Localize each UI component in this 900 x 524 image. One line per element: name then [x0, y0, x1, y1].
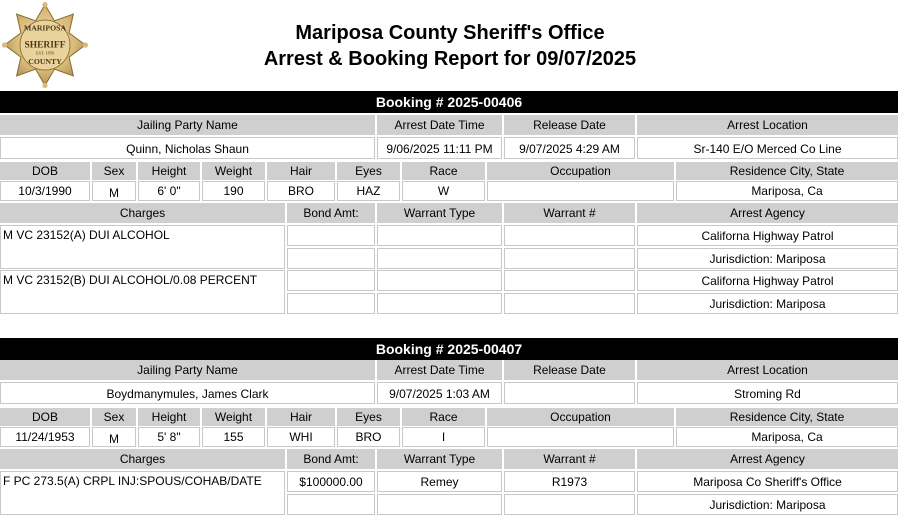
- release-date-header: Release Date: [504, 360, 635, 380]
- jurisdiction: Jurisdiction: Mariposa: [637, 248, 898, 269]
- height-value: 5' 8": [138, 427, 200, 447]
- race-value: W: [402, 181, 485, 201]
- arrest-location: Sr-140 E/O Merced Co Line: [637, 137, 898, 159]
- jailing-party-name-header: Jailing Party Name: [0, 115, 375, 135]
- warrant-number: [504, 225, 635, 246]
- arrest-location: Stroming Rd: [637, 382, 898, 404]
- charge-description: F PC 273.5(A) CRPL INJ:SPOUS/COHAB/DATE: [0, 471, 285, 515]
- charge-description: M VC 23152(B) DUI ALCOHOL/0.08 PERCENT: [0, 270, 285, 314]
- residence-header: Residence City, State: [676, 408, 898, 426]
- eyes-header: Eyes: [337, 408, 400, 426]
- sex-header: Sex: [92, 162, 136, 180]
- arrest-agency-header: Arrest Agency: [637, 203, 898, 223]
- eyes-header: Eyes: [337, 162, 400, 180]
- warrant-number-blank: [504, 494, 635, 515]
- race-header: Race: [402, 408, 485, 426]
- bond-amount: [287, 270, 375, 291]
- bond-amt-header: Bond Amt:: [287, 449, 375, 469]
- occupation-value: [487, 181, 674, 201]
- weight-header: Weight: [202, 162, 265, 180]
- sex-value: M: [92, 181, 136, 201]
- hair-value: WHI: [267, 427, 335, 447]
- svg-text:MARIPOSA: MARIPOSA: [23, 23, 67, 33]
- booking-number-header: Booking # 2025-00406: [0, 91, 898, 113]
- svg-text:COUNTY: COUNTY: [28, 56, 62, 66]
- report-title: Arrest & Booking Report for 09/07/2025: [263, 48, 637, 70]
- race-value: I: [402, 427, 485, 447]
- jailing-party-name: Boydmanymules, James Clark: [0, 382, 375, 404]
- arrest-date-time-header: Arrest Date Time: [377, 360, 502, 380]
- occupation-header: Occupation: [487, 162, 674, 180]
- arrest-location-header: Arrest Location: [637, 360, 898, 380]
- bond-amount: [287, 225, 375, 246]
- booking-number-header: Booking # 2025-00407: [0, 338, 898, 360]
- warrant-number: R1973: [504, 471, 635, 492]
- hair-header: Hair: [267, 408, 335, 426]
- warrant-type-header: Warrant Type: [377, 203, 502, 223]
- svg-text:SHERIFF: SHERIFF: [24, 40, 66, 51]
- arrest-agency: Mariposa Co Sheriff's Office: [637, 471, 898, 492]
- warrant-type-blank: [377, 293, 502, 314]
- jailing-party-name-header: Jailing Party Name: [0, 360, 375, 380]
- charge-description: M VC 23152(A) DUI ALCOHOL: [0, 225, 285, 269]
- jurisdiction: Jurisdiction: Mariposa: [637, 293, 898, 314]
- office-title: Mariposa County Sheriff's Office: [295, 22, 605, 44]
- warrant-type: Remey: [377, 471, 502, 492]
- eyes-value: HAZ: [337, 181, 400, 201]
- hair-header: Hair: [267, 162, 335, 180]
- height-header: Height: [138, 408, 200, 426]
- weight-value: 155: [202, 427, 265, 447]
- arrest-date-time: 9/07/2025 1:03 AM: [377, 382, 502, 404]
- warrant-type: [377, 270, 502, 291]
- sex-value: M: [92, 427, 136, 447]
- warrant-number-blank: [504, 248, 635, 269]
- svg-text:EST. 1850: EST. 1850: [35, 50, 55, 56]
- sheriff-badge-logo: [2, 2, 88, 88]
- arrest-location-header: Arrest Location: [637, 115, 898, 135]
- arrest-date-time-header: Arrest Date Time: [377, 115, 502, 135]
- jurisdiction: Jurisdiction: Mariposa: [637, 494, 898, 515]
- release-date: 9/07/2025 4:29 AM: [504, 137, 635, 159]
- hair-value: BRO: [267, 181, 335, 201]
- arrest-date-time: 9/06/2025 11:11 PM: [377, 137, 502, 159]
- charges-header: Charges: [0, 203, 285, 223]
- dob-header: DOB: [0, 162, 90, 180]
- race-header: Race: [402, 162, 485, 180]
- bond-amt-header: Bond Amt:: [287, 203, 375, 223]
- residence-value: Mariposa, Ca: [676, 427, 898, 447]
- occupation-header: Occupation: [487, 408, 674, 426]
- warrant-number-header: Warrant #: [504, 449, 635, 469]
- bond-amount-blank: [287, 293, 375, 314]
- residence-header: Residence City, State: [676, 162, 898, 180]
- warrant-number-header: Warrant #: [504, 203, 635, 223]
- dob-value: 11/24/1953: [0, 427, 90, 447]
- charges-header: Charges: [0, 449, 285, 469]
- weight-header: Weight: [202, 408, 265, 426]
- release-date-header: Release Date: [504, 115, 635, 135]
- bond-amount-blank: [287, 494, 375, 515]
- dob-value: 10/3/1990: [0, 181, 90, 201]
- warrant-type-blank: [377, 494, 502, 515]
- report-header: [0, 0, 900, 90]
- jailing-party-name: Quinn, Nicholas Shaun: [0, 137, 375, 159]
- dob-header: DOB: [0, 408, 90, 426]
- warrant-type-header: Warrant Type: [377, 449, 502, 469]
- warrant-number-blank: [504, 293, 635, 314]
- release-date: [504, 382, 635, 404]
- arrest-agency-header: Arrest Agency: [637, 449, 898, 469]
- bond-amount-blank: [287, 248, 375, 269]
- eyes-value: BRO: [337, 427, 400, 447]
- weight-value: 190: [202, 181, 265, 201]
- height-header: Height: [138, 162, 200, 180]
- height-value: 6' 0": [138, 181, 200, 201]
- warrant-number: [504, 270, 635, 291]
- arrest-agency: Californa Highway Patrol: [637, 225, 898, 246]
- arrest-agency: Californa Highway Patrol: [637, 270, 898, 291]
- warrant-type: [377, 225, 502, 246]
- sex-header: Sex: [92, 408, 136, 426]
- occupation-value: [487, 427, 674, 447]
- residence-value: Mariposa, Ca: [676, 181, 898, 201]
- bond-amount: $100000.00: [287, 471, 375, 492]
- warrant-type-blank: [377, 248, 502, 269]
